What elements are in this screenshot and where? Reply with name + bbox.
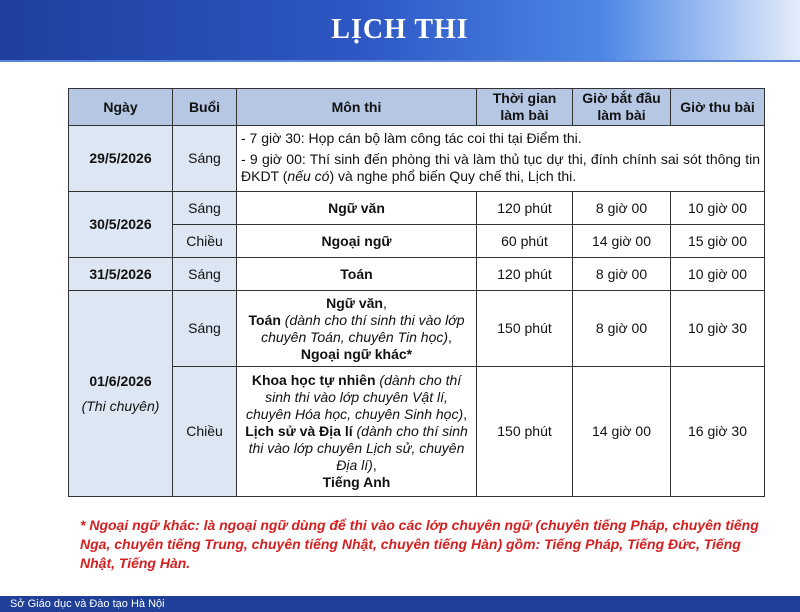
session-cell: Sáng bbox=[173, 192, 237, 225]
subject-note: (dành cho thí sinh thi vào lớp chuyên Lịch sử, chuyên Địa lí) bbox=[248, 423, 468, 473]
header-divider bbox=[0, 60, 800, 62]
column-header-duration: Thời gian làm bài bbox=[477, 89, 573, 126]
subject-cell bbox=[237, 192, 477, 225]
footer-organization: Sở Giáo dục và Đào tạo Hà Nội bbox=[10, 598, 165, 610]
subject-separator: , bbox=[372, 457, 377, 473]
table-row bbox=[69, 192, 765, 225]
header-banner bbox=[0, 0, 800, 60]
session-cell: Chiều bbox=[173, 367, 237, 497]
procedure-notes-cell bbox=[237, 126, 765, 192]
subject-cell bbox=[237, 367, 477, 497]
duration-cell: 120 phút bbox=[477, 192, 573, 225]
table-row bbox=[69, 367, 765, 497]
subject-note: (dành cho thí sinh thi vào lớp chuyên Vật lí, chuyên Hóa học, chuyên Sinh học) bbox=[245, 372, 464, 422]
column-header-date: Ngày bbox=[69, 89, 173, 126]
duration-cell: 150 phút bbox=[477, 291, 573, 367]
date-text: 01/6/2026 bbox=[89, 372, 152, 389]
date-note: (Thi chuyên) bbox=[81, 397, 160, 414]
procedure-note-italic: nếu có bbox=[287, 168, 330, 184]
session-cell: Chiều bbox=[173, 225, 237, 258]
subject-cell bbox=[237, 225, 477, 258]
session-cell: Sáng bbox=[173, 291, 237, 367]
start-time-cell: 14 giờ 00 bbox=[573, 367, 671, 497]
subject-note: (dành cho thí sinh thi vào lớp chuyên Toán, chuyên Tin học) bbox=[261, 311, 465, 345]
table-row bbox=[69, 291, 765, 367]
date-cell: 30/5/2026 bbox=[69, 192, 173, 258]
subject-name: Tiếng Anh bbox=[322, 474, 391, 490]
table-row bbox=[69, 258, 765, 291]
subject-separator: , bbox=[382, 294, 387, 311]
subject-name: Toán bbox=[340, 265, 373, 282]
column-header-start-time: Giờ bắt đầu làm bài bbox=[573, 89, 671, 126]
subject-name: Lịch sử và Địa lí bbox=[245, 423, 353, 439]
end-time-cell: 15 giờ 00 bbox=[671, 225, 765, 258]
table-header-row bbox=[69, 89, 765, 126]
column-header-subject: Môn thi bbox=[237, 89, 477, 126]
end-time-cell: 10 giờ 00 bbox=[671, 258, 765, 291]
start-time-cell: 8 giờ 00 bbox=[573, 192, 671, 225]
session-cell: Sáng bbox=[173, 126, 237, 192]
subject-name: Khoa học tự nhiên bbox=[251, 372, 376, 388]
duration-cell: 60 phút bbox=[477, 225, 573, 258]
date-cell: 29/5/2026 bbox=[69, 126, 173, 192]
date-cell bbox=[69, 291, 173, 497]
column-header-session: Buổi bbox=[173, 89, 237, 126]
footer-bar bbox=[0, 596, 800, 612]
end-time-cell: 10 giờ 30 bbox=[671, 291, 765, 367]
subject-separator: , bbox=[448, 328, 452, 345]
date-cell: 31/5/2026 bbox=[69, 258, 173, 291]
subject-separator: , bbox=[463, 406, 468, 422]
exam-schedule-table bbox=[68, 88, 765, 497]
end-time-cell: 16 giờ 30 bbox=[671, 367, 765, 497]
table-row bbox=[69, 126, 765, 192]
session-cell: Sáng bbox=[173, 258, 237, 291]
end-time-cell: 10 giờ 00 bbox=[671, 192, 765, 225]
subject-name: Toán bbox=[248, 311, 281, 328]
subject-name: Ngữ văn bbox=[328, 199, 385, 216]
procedure-note-text: ) và nghe phổ biến Quy chế thi, Lịch thi. bbox=[329, 168, 577, 184]
start-time-cell: 14 giờ 00 bbox=[573, 225, 671, 258]
procedure-note-text: - 9 giờ 00: Thí sinh đến phòng thi và làm thủ tục dự thi, đính chính sai sót thông tin ĐKDT ( bbox=[241, 151, 760, 184]
table-row bbox=[69, 225, 765, 258]
start-time-cell: 8 giờ 00 bbox=[573, 258, 671, 291]
footnote: * Ngoại ngữ khác: là ngoại ngữ dùng để thi vào các lớp chuyên ngữ (chuyên tiếng Pháp, chuyên tiếng Nga, chuyên tiếng Trung, chuyên tiếng Nhật, chuyên tiếng Hàn) gồm: Tiếng Pháp, Tiếng Đức, Tiếng Nhật, Tiếng Hàn. bbox=[80, 517, 759, 571]
procedure-note: - 7 giờ 30: Họp cán bộ làm công tác coi thi tại Điểm thi. bbox=[241, 130, 582, 146]
subject-cell bbox=[237, 291, 477, 367]
subject-name: Ngữ văn bbox=[326, 294, 383, 311]
procedure-note bbox=[241, 151, 760, 185]
column-header-end-time: Giờ thu bài bbox=[671, 89, 765, 126]
page-title: LỊCH THI bbox=[331, 14, 469, 45]
subject-cell bbox=[237, 258, 477, 291]
duration-cell: 120 phút bbox=[477, 258, 573, 291]
start-time-cell: 8 giờ 00 bbox=[573, 291, 671, 367]
duration-cell: 150 phút bbox=[477, 367, 573, 497]
subject-name: Ngoại ngữ bbox=[321, 232, 392, 249]
subject-name: Ngoại ngữ khác* bbox=[300, 345, 413, 362]
